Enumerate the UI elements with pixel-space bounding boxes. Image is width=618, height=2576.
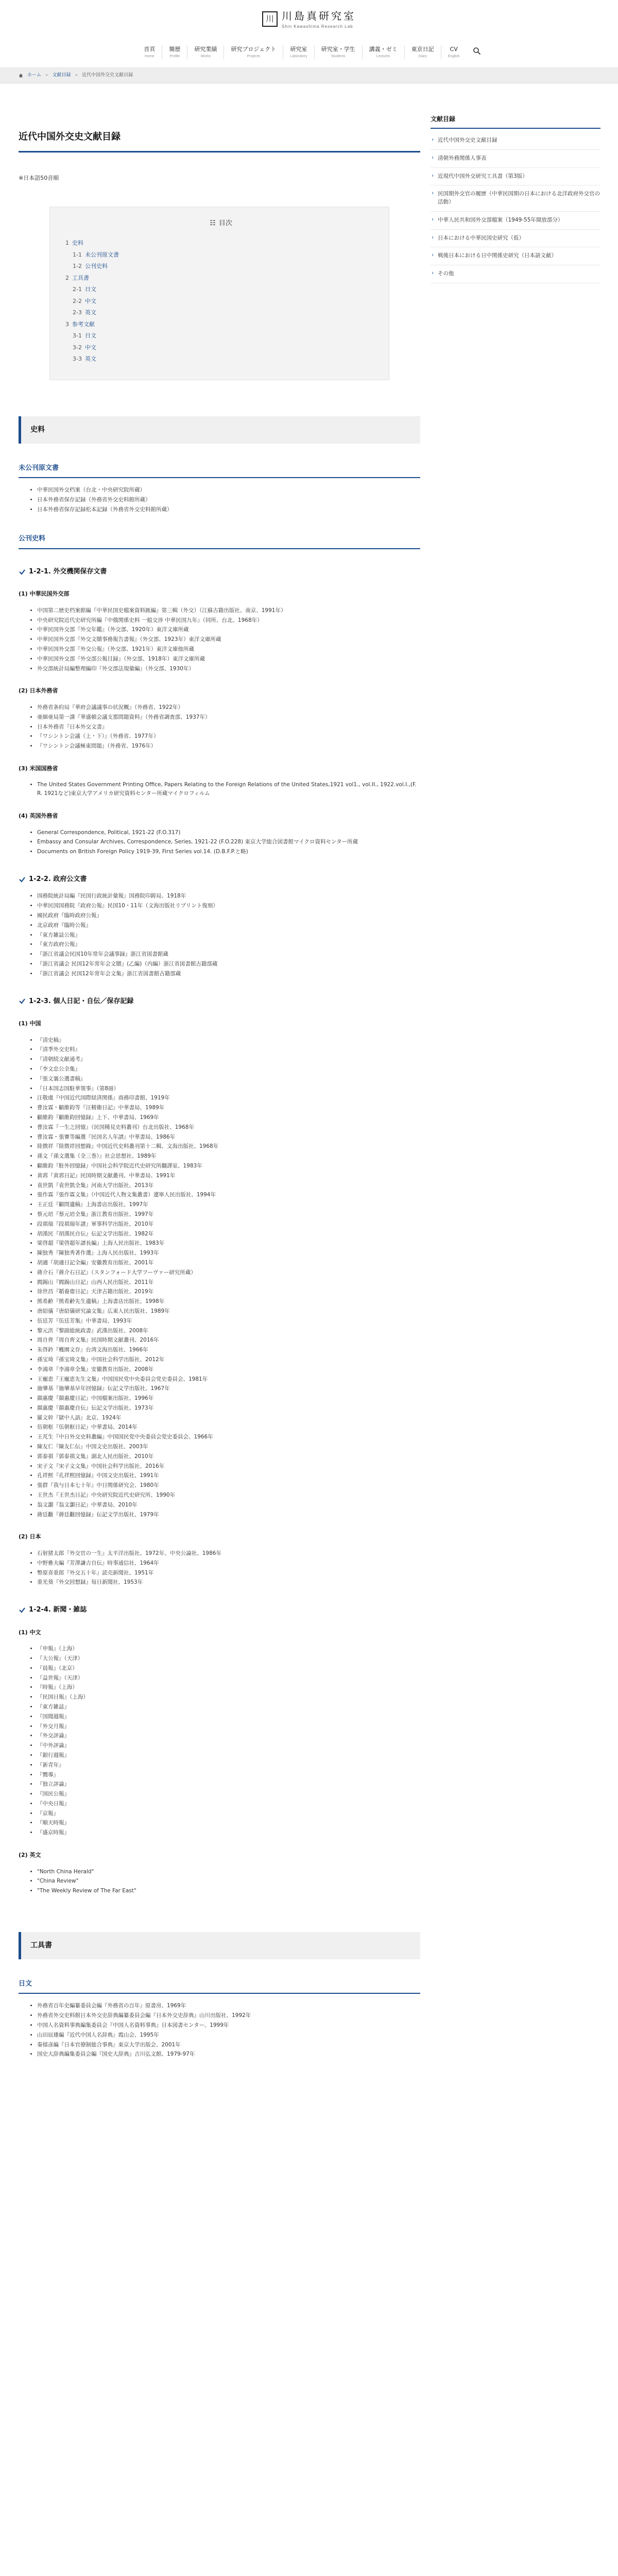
list-item: • 顧維鈞『駐外回憶録』中国社会科学院近代史研究所翻譯室、1983年 — [37, 1161, 420, 1171]
list-1-2-4-2 — [19, 1867, 420, 1896]
list-item: • 『東方雑誌』 — [37, 1702, 420, 1712]
list-item: • 『晨報』（北京） — [37, 1664, 420, 1673]
list-item: • 李鴻章『李鴻章全集』安徽教育出版社、2008年 — [37, 1365, 420, 1375]
list-item: • 顔惠慶『顔惠慶日記』中国檔案出版社、1996年 — [37, 1394, 420, 1403]
page-title: 近代中国外交史文献目録 — [19, 130, 420, 152]
list-item: • 『張文襄公選書稿』 — [37, 1074, 420, 1084]
toc-item-link[interactable]: 英文 — [84, 309, 96, 316]
toc-item-link[interactable]: 史料 — [72, 240, 83, 246]
list-item: • 徐世昌『韜養齋日記』天津古籍出版社、2019年 — [37, 1287, 420, 1297]
list-item: • 『東方雑誌公報』 — [37, 930, 420, 940]
toc-item-link[interactable]: 中文 — [84, 297, 96, 304]
list-item: • 『李文忠公全集』 — [37, 1064, 420, 1074]
breadcrumb — [0, 68, 618, 83]
nav-item-label: 東京日記 — [411, 46, 434, 53]
list-item: • 『国民公報』 — [37, 1789, 420, 1799]
list-1-2-1-2 — [19, 703, 420, 751]
heading-1-2-4: 1-2-4. 新聞・雑誌 — [19, 1605, 420, 1615]
logo-title: 川島真研究室 — [282, 10, 356, 22]
list-item: • 山田辰雄編『近代中国人名辞典』霞山会、1995年 — [37, 2030, 420, 2040]
list-kougu-nichibun — [19, 2001, 420, 2059]
nav-item-7[interactable] — [405, 45, 441, 59]
nav-item-4[interactable] — [283, 45, 314, 59]
list-item: • 外務省外交史料館日本外交史辞典編纂委員会編『日本外交史辞典』山川出版社、1992年 — [37, 2011, 420, 2021]
nav-item-label: 首頁 — [144, 46, 156, 53]
list-item: • 『浙江省議会民国10年常年会議事録』浙江省図書館蔵 — [37, 950, 420, 959]
list-1-2-3-2 — [19, 1549, 420, 1587]
list-item: • 熊希齢『熊希齢先生遺稿』上海書店出版社、1998年 — [37, 1297, 420, 1307]
check-icon — [19, 1606, 26, 1614]
heading-1-2-3-2: (2) 日本 — [19, 1533, 41, 1540]
list-item: • 『独立評論』 — [37, 1780, 420, 1789]
check-icon — [19, 876, 26, 883]
list-item: • 中野雅夫編『芳澤謙吉自伝』時事通信社、1964年 — [37, 1558, 420, 1568]
toc-item[interactable] — [65, 273, 373, 284]
list-item: • 『中外評論』 — [37, 1741, 420, 1751]
nav-item-sublabel: English — [448, 54, 460, 58]
list-item: • 『東方政府公報』 — [37, 940, 420, 950]
list-item: • 蔣介石『蔣介石日記』（スタンフォード大学フーヴァー研究所蔵） — [37, 1268, 420, 1278]
breadcrumb-home[interactable]: ホーム — [27, 72, 42, 78]
list-item: • 中華民国外交部『外交公報』（外交部、1921年）東洋文庫他所蔵 — [37, 645, 420, 654]
list-item: • 中華民国外交档案（台北・中央研究院所蔵） — [37, 485, 420, 495]
section-heading-kougusho: 工具書 — [19, 1932, 420, 1959]
list-item: • 日本外務省保存記録松本記録（外務省外交史料館所蔵） — [37, 505, 420, 515]
nav-item-label: 研究プロジェクト — [231, 46, 277, 53]
check-icon — [19, 997, 26, 1005]
list-item: • 『外交月報』 — [37, 1722, 420, 1732]
list-item: • 汪敬虞『中国近代国際経済関係』商務印書館、1919年 — [37, 1093, 420, 1103]
list-mikoukan — [19, 485, 420, 514]
toc-item-number: 2 — [65, 274, 69, 281]
list-1-2-1-3 — [19, 780, 420, 799]
list-item: • 『ワシントン会議（上・下）』（外務省、1977年） — [37, 732, 420, 741]
list-item: • 國民政府『臨時政府公報』 — [37, 911, 420, 921]
list-item: • 宋子文『宋子文文集』中国社会科学出版社、2016年 — [37, 1462, 420, 1471]
toc-item-number: 1-1 — [73, 251, 82, 258]
heading-1-2-1-1: (1) 中華民国外交部 — [19, 590, 70, 598]
list-item: • 『順天時報』 — [37, 1818, 420, 1828]
toc-item[interactable] — [65, 330, 373, 342]
sidebar-item[interactable]: › 日本における中華民国史研究（仮） — [431, 230, 600, 248]
breadcrumb-current: 近代中国外交史文献目録 — [82, 72, 133, 78]
list-1-2-4-1 — [19, 1644, 420, 1838]
breadcrumb-bibliography[interactable]: 文献目録 — [52, 72, 71, 78]
heading-1-2-2: 1-2-2. 政府公文書 — [19, 874, 420, 885]
heading-1-2-4-2: (2) 英文 — [19, 1852, 41, 1859]
list-item: • 張作霖『張作霖文集』（中国近代人物文集叢書）遼寧人民出版社、1994年 — [37, 1190, 420, 1200]
list-item: • The United States Government Printing Office, Papers Relating to the Foreign Relations of the United States,1921 vol1., vol.II., 1922.vol.I.,(F. R. 1921など)東京大学アメリカ研究資料センター所蔵マイクロフィルム — [37, 780, 420, 799]
list-item: • 『日本国志国駐華領事』（第8冊） — [37, 1084, 420, 1094]
list-item: • 『ワシントン会議極東問題』（外務省、1976年） — [37, 741, 420, 751]
toc-item[interactable] — [65, 284, 373, 296]
nav-item-3[interactable] — [224, 45, 283, 59]
list-item: • 蔣廷黻『蔣廷黻回憶録』伝記文学出版社、1979年 — [37, 1510, 420, 1520]
nav-item-sublabel: Lectures — [376, 54, 390, 58]
heading-1-2-4-1: (1) 中文 — [19, 1629, 41, 1636]
toc-item-link[interactable]: 工具書 — [72, 274, 89, 281]
sidebar-item[interactable]: › 中華人民共和国外交部檔案（1949-55年開放部分） — [431, 212, 600, 230]
list-item: • 日本外務省『日本外交文書』 — [37, 722, 420, 732]
list-item: • 『新青年』 — [37, 1760, 420, 1770]
list-item: • 袁世凱『袁世凱全集』河南大学出版社、2013年 — [37, 1181, 420, 1191]
sidebar-item[interactable]: › その他 — [431, 265, 600, 283]
toc-heading: ☷ 目次 — [210, 219, 232, 227]
toc-item-link[interactable]: 公刊史料 — [84, 263, 108, 269]
list-item: • 翁文灝『翁文灝日記』中華書局、2010年 — [37, 1500, 420, 1510]
toc-item[interactable] — [65, 319, 373, 331]
list-item: • 中華民国外交部『外交年鑑』（外交部、1920年）東洋文庫所蔵 — [37, 625, 420, 635]
list-item: • 顔惠慶『顔惠慶自伝』伝記文学出版社、1973年 — [37, 1403, 420, 1413]
list-item: • 『銀行週報』 — [37, 1751, 420, 1760]
list-item: • 『浙江省議会 民国12年常年会文牘』(乙編)（内編）浙江省図書館古籍部蔵 — [37, 959, 420, 969]
list-item: • 『国聞週報』 — [37, 1712, 420, 1722]
list-item: • "The Weekly Review of The Far East" — [37, 1886, 420, 1896]
list-item: • 陸徴祥『陸徴祥回想錄』中国近代史料叢刊第十二輯、文海出版社、1968年 — [37, 1142, 420, 1151]
list-item: • 国務院統計局編『民国行政統計彙報』国務院印鋳局、1918年 — [37, 891, 420, 901]
list-item: • 国史大辞典編集委員会編『国史大辞典』吉川弘文館、1979-97年 — [37, 2049, 420, 2059]
nav-item-label: 研究室 — [290, 46, 307, 53]
list-item: • 『大公報』（天津） — [37, 1654, 420, 1664]
list-item: • 重光葵『外交回想録』毎日新聞社、1953年 — [37, 1578, 420, 1587]
toc-item-link[interactable]: 日文 — [84, 286, 96, 293]
toc-item[interactable] — [65, 238, 373, 249]
section-heading-shiryo: 史料 — [19, 416, 420, 444]
list-item: • 中国第二歴史档案館編『中華民国史檔案資料匯編』第三輯（外交）（江蘇古籍出版社、南京、1991年） — [37, 606, 420, 616]
list-item: • 曹汝霖・張謇等編選『民国名人年譜』中華書局、1986年 — [37, 1132, 420, 1142]
list-item: • 『盛京時報』 — [37, 1828, 420, 1838]
list-item: • 外務省条約局『華府会議議事の状況概』（外務省、1922年） — [37, 703, 420, 713]
list-item: • 顧維鈞『顧維鈞回憶録』上下、中華書局、1969年 — [37, 1113, 420, 1123]
list-item: • 外交部統計局編整理編印『外交部法規彙編』（外交部、1930年） — [37, 664, 420, 674]
nav-item-label: CV — [450, 46, 458, 53]
list-item: • 孫宝琦『孫宝琦文集』中国社会科学出版社、2012年 — [37, 1355, 420, 1365]
home-icon — [19, 73, 23, 78]
sidebar-item[interactable]: › 清朝外務関係人事表 — [431, 150, 600, 168]
list-item: • 中国人名資料事典編集委員会『中国人名資料事典』日本図書センター、1999年 — [37, 2021, 420, 2030]
main-content — [19, 99, 420, 2059]
toc-item[interactable] — [65, 307, 373, 319]
toc-item[interactable] — [65, 296, 373, 308]
list-item: • 『浙江省議会 民国12年常年会文集』浙江省図書館古籍部蔵 — [37, 969, 420, 979]
toc-item-number: 2-1 — [73, 286, 82, 293]
nav-item-sublabel: Students — [331, 54, 346, 58]
toc-item-number: 3-2 — [73, 344, 82, 351]
list-item: • 『清史稿』 — [37, 1036, 420, 1045]
list-item: • Documents on British Foreign Policy 1919-39, First Series vol.14. (D.B.F.P.と略) — [37, 847, 420, 857]
list-item: • 『清季外交史料』 — [37, 1045, 420, 1055]
list-item: • 閻錫山『閻錫山日記』山西人民出版社、2011年 — [37, 1278, 420, 1287]
toc-item-link[interactable]: 中文 — [84, 344, 96, 351]
sidebar — [431, 114, 600, 283]
nav-item-sublabel: Works — [200, 54, 211, 58]
list-item: • 王正廷『顧問遺稿』上海書店出版社、1997年 — [37, 1200, 420, 1210]
site-logo[interactable] — [258, 7, 360, 31]
list-item: • 羅文幹『獄中人語』北京、1924年 — [37, 1413, 420, 1423]
check-icon — [19, 568, 26, 575]
nav-item-5[interactable] — [315, 45, 363, 59]
list-item: • 『嚮導』 — [37, 1770, 420, 1780]
list-item: • "North China Herald" — [37, 1867, 420, 1877]
list-item: • Embassy and Consular Archives, Correspondence, Series, 1921-22 (F.O.228) 東京大学総合図書館マイクロ資料センター所蔵 — [37, 837, 420, 847]
list-item: • 『清朝続文献通考』 — [37, 1055, 420, 1064]
list-item: • 石射猪太郎『外交官の一生』太平洋出版社、1972年、中央公論社、1986年 — [37, 1549, 420, 1558]
nav-item-label: 簡歴 — [169, 46, 181, 53]
list-item: • 『申報』（上海） — [37, 1644, 420, 1654]
list-item: • 伍朝枢『伍朝枢日記』中華書局、2014年 — [37, 1422, 420, 1432]
list-item: • 亜細亜局第一課『華盛頓会議支那問題資料』（外務省調査部、1937年） — [37, 713, 420, 722]
nav-item-8[interactable] — [441, 45, 467, 59]
list-item: • 胡漢民『胡漢民自伝』伝記文学出版社、1982年 — [37, 1229, 420, 1239]
list-item: • 郭泰祺『郭泰祺文集』湖北人民出版社、2010年 — [37, 1452, 420, 1462]
logo-mark: 川 — [262, 11, 278, 27]
list-item: • 孔祥熙『孔祥熙回憶録』中国文史出版社、1991年 — [37, 1471, 420, 1481]
toc-item-number: 3-3 — [73, 355, 82, 362]
heading-1-2-1-3: (3) 米国国務省 — [19, 765, 58, 772]
nav-item-sublabel: Diary — [418, 54, 427, 58]
subsection-heading-koukan: 公刊史料 — [19, 534, 420, 549]
heading-1-2-1-2: (2) 日本外務省 — [19, 687, 58, 694]
list-item: • 陳友仁『陳友仁伝』中国文史出版社、2003年 — [37, 1442, 420, 1452]
toc-item-link[interactable]: 日文 — [84, 332, 96, 339]
toc-item-number: 3-1 — [73, 332, 82, 339]
list-item: • 伍廷芳『伍廷芳集』中華書局、1993年 — [37, 1316, 420, 1326]
toc-item[interactable] — [65, 261, 373, 273]
subsection-heading-nichibun: 日文 — [19, 1979, 420, 1994]
list-item: • 張群『我与日本七十年』中日関係研究会、1980年 — [37, 1481, 420, 1490]
list-item: • 日本外務省保存記録（外務省外交史料館所蔵） — [37, 495, 420, 505]
nav-item-sublabel: Home — [145, 54, 154, 58]
nav-item-2[interactable] — [187, 45, 224, 59]
site-header — [0, 0, 618, 68]
list-1-2-1-4 — [19, 828, 420, 857]
list-item: • 朱啓鈐『蠖園文存』台湾文海出版社、1966年 — [37, 1345, 420, 1355]
toc-item[interactable] — [65, 353, 373, 365]
toc-item-number: 1-2 — [73, 263, 82, 269]
breadcrumb-separator: » — [45, 72, 48, 78]
toc-item-link[interactable]: 未公刊原文書 — [84, 251, 119, 258]
toc-item-number: 2-3 — [73, 309, 82, 316]
list-item: • 陳独秀『陳独秀著作選』上海人民出版社、1993年 — [37, 1248, 420, 1258]
sidebar-title: 文献目録 — [431, 114, 600, 129]
nav-item-6[interactable] — [363, 45, 405, 59]
list-item: • General Correspondence, Political, 1921-22 (F.O.317) — [37, 828, 420, 838]
list-item: • 黄郛『黄郛日記』民国時期文献叢刊、中華書局、1991年 — [37, 1171, 420, 1181]
heading-1-2-3: 1-2-3. 個人日記・自伝／保存記録 — [19, 996, 420, 1007]
list-1-2-2 — [19, 891, 420, 978]
nav-item-sublabel: Profile — [169, 54, 180, 58]
list-item: • 梁啓超『梁啓超年譜長編』上海人民出版社、1983年 — [37, 1239, 420, 1248]
list-item: • 孫文『孫文選集（全三巻）』社会思想社、1989年 — [37, 1151, 420, 1161]
list-item: • 外務省百年史編纂委員会編『外務省の百年』原書房、1969年 — [37, 2001, 420, 2011]
main-nav — [82, 45, 536, 59]
toc-item-link[interactable]: 参考文献 — [72, 320, 95, 328]
list-item: • 段祺瑞『段祺瑞年譜』軍事科学出版社、2010年 — [37, 1219, 420, 1229]
breadcrumb-separator: » — [75, 72, 78, 78]
list-item: • 周自齊『周自齊文集』民国時期文献叢刊、2016年 — [37, 1335, 420, 1345]
toc-item-link[interactable]: 英文 — [84, 355, 96, 362]
toc-item-number: 3 — [65, 320, 69, 328]
list-item: • 中華民国外交部『外交部公報目録』（外交部、1918年）東洋文庫所蔵 — [37, 654, 420, 664]
list-item: • 秦郁彦編『日本官僚制総合事典』東京大学出版会、2001年 — [37, 2040, 420, 2050]
list-item: • 曹汝霖・顧維鈞等『汪精衛日記』中華書局、1989年 — [37, 1103, 420, 1113]
nav-item-sublabel: Laboratory — [290, 54, 307, 58]
nav-item-sublabel: Projects — [247, 54, 260, 58]
sidebar-list — [431, 132, 600, 283]
logo-subtitle: Shin Kawashima Research Lab — [282, 24, 353, 29]
list-item: • 中華民国外交部『外交文牘事務報告書報』（外交部、1923年）東洋文庫所蔵 — [37, 635, 420, 645]
heading-1-2-1: 1-2-1. 外交機関保存文書 — [19, 567, 420, 577]
list-item: • 『益世報』（天津） — [37, 1673, 420, 1683]
heading-1-2-3-1: (1) 中国 — [19, 1020, 41, 1027]
subsection-heading-mikoukan: 未公刊原文書 — [19, 463, 420, 479]
list-item: • 北京政府『臨時公報』 — [37, 921, 420, 930]
toc-item-number: 2-2 — [73, 297, 82, 304]
sidebar-item[interactable]: › 近現代中国外交研究工具書（第3版） — [431, 168, 600, 186]
toc-item[interactable] — [65, 249, 373, 261]
list-item: • 『民国日報』（上海） — [37, 1692, 420, 1702]
list-item: • 王芃生『中日外交史料叢編』中国国民党中央委員会党史委員会、1966年 — [37, 1432, 420, 1442]
list-1-2-3-1 — [19, 1036, 420, 1520]
list-item: • 『京報』 — [37, 1809, 420, 1819]
list-item: • 唐紹儀『唐紹儀研究論文集』広東人民出版社、1989年 — [37, 1307, 420, 1316]
list-1-2-1-1 — [19, 606, 420, 674]
list-icon: ☷ — [210, 219, 216, 227]
list-item: • 幣原喜重郎『外交五十年』読売新聞社、1951年 — [37, 1568, 420, 1578]
nav-item-0[interactable] — [137, 45, 162, 59]
toc-item[interactable] — [65, 342, 373, 354]
nav-item-label: 研究室・学生 — [321, 46, 355, 53]
search-icon[interactable] — [473, 47, 481, 55]
nav-item-1[interactable] — [162, 45, 187, 59]
list-item: • 『中央日報』 — [37, 1799, 420, 1809]
list-item: • 王世杰『王世杰日記』中央研究院近代史研究所、1990年 — [37, 1490, 420, 1500]
nav-item-label: 研究業績 — [194, 46, 217, 53]
sidebar-item[interactable]: › 近代中国外交史文献目録 — [431, 132, 600, 150]
list-item: • 『時報』（上海） — [37, 1683, 420, 1692]
page-note: ※日本語50音順 — [19, 175, 59, 181]
list-item: • 中華民国国務院『政府公報』民国10・11年（文海出版社リプリント復刻） — [37, 901, 420, 911]
toc-list — [65, 238, 373, 365]
sidebar-item[interactable]: › 戦後日本における日中関係史研究（日本語文献） — [431, 247, 600, 265]
list-item: • 蔡元培『蔡元培全集』浙江教育出版社、1997年 — [37, 1210, 420, 1219]
table-of-contents — [49, 207, 389, 380]
list-item: • 中央研究院近代史研究所編『中俄関係史料 一般交涉 中華民国九年』（同所、台北、1968年） — [37, 616, 420, 625]
list-item: • 施肇基『施肇基早年回憶録』伝記文学出版社、1967年 — [37, 1384, 420, 1394]
heading-1-2-1-4: (4) 英国外務省 — [19, 812, 58, 820]
sidebar-item[interactable]: › 民国期外交官の履歴（中華民国期の日本における北洋政府外交官の活動） — [431, 185, 600, 212]
list-item: • 曹汝霖『一生之回憶』（民国稀見史料叢刊）台北出版社、1968年 — [37, 1123, 420, 1132]
list-item: • "China Review" — [37, 1876, 420, 1886]
list-item: • 『外交評論』 — [37, 1731, 420, 1741]
list-item: • 胡適『胡適日記全編』安徽教育出版社、2001年 — [37, 1258, 420, 1268]
list-item: • 王寵恵『王寵恵先生文集』中国国民党中央委員会党史委員会、1981年 — [37, 1375, 420, 1384]
nav-item-label: 講義・ゼミ — [369, 46, 398, 53]
list-item: • 黎元洪『黎副総統政書』武漢出版社、2008年 — [37, 1326, 420, 1336]
toc-item-number: 1 — [65, 240, 69, 246]
